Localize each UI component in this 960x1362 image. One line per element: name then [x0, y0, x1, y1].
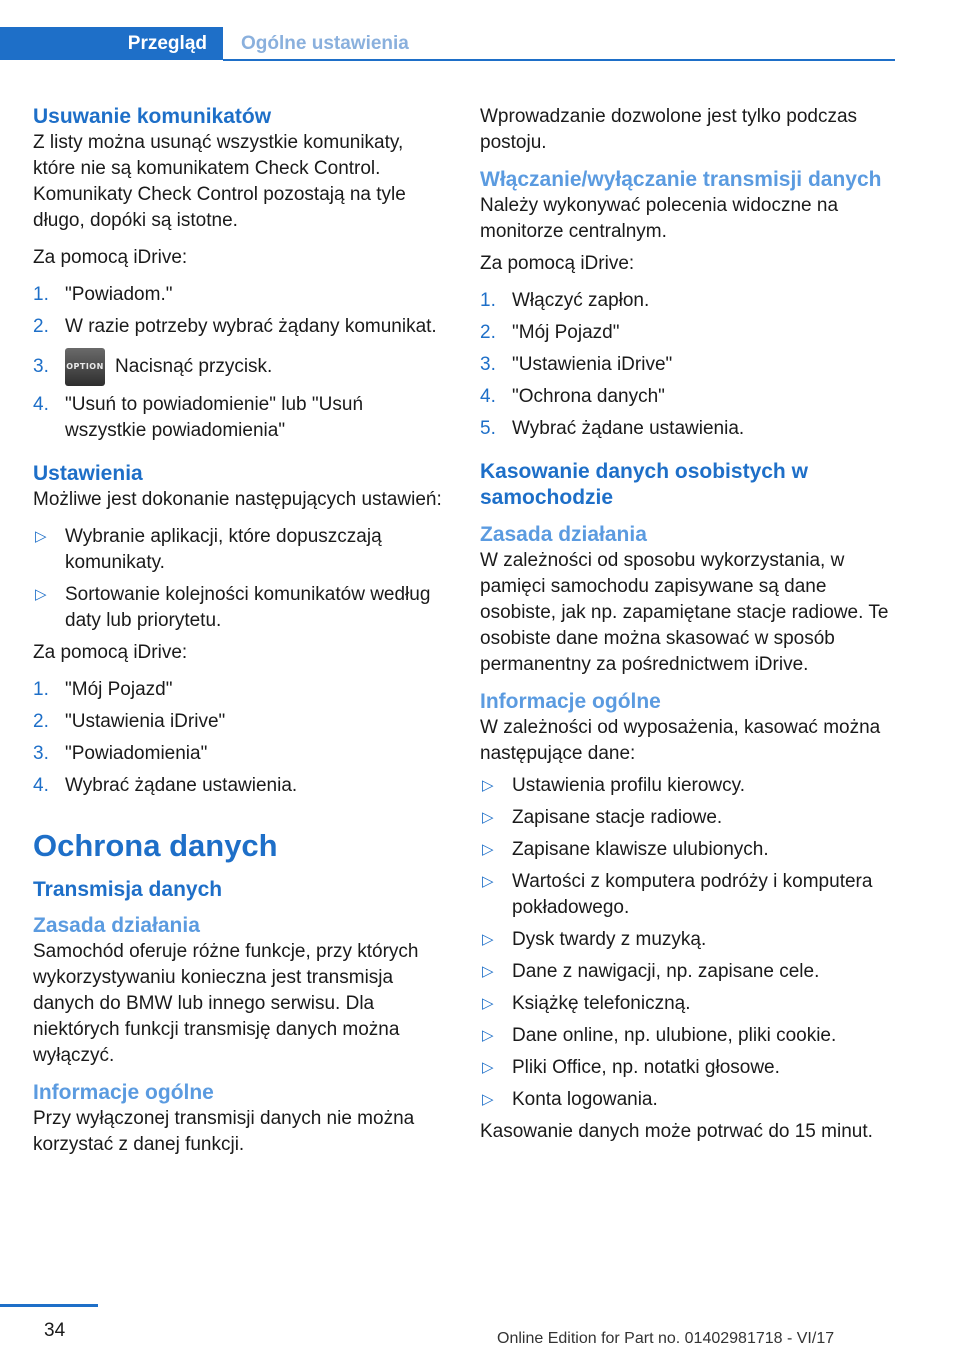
bullet-list-1	[33, 524, 447, 634]
heading-ustawienia: Ustawienia	[33, 462, 143, 485]
paragraph-intro: Wprowadzanie dozwolone jest tylko podczas postoju.	[480, 106, 858, 153]
header-tab-ogolne-ustawienia: Ogólne ustawienia	[241, 32, 409, 54]
triangle-bullet-icon: ▷	[482, 1027, 494, 1044]
triangle-bullet-icon: ▷	[482, 1091, 494, 1108]
paragraph-informacje-2: W zależności od wyposażenia, kasować można następujące dane:	[480, 717, 881, 764]
triangle-bullet-icon: ▷	[35, 586, 47, 603]
left-column	[33, 104, 447, 1158]
paragraph-informacje-1: Przy wyłączonej transmisji danych nie można korzystać z danej funkcji.	[33, 1108, 415, 1155]
triangle-bullet-icon: ▷	[482, 873, 494, 890]
list-item: 3. "Powiadomienia"	[33, 743, 208, 764]
list-item: ▷ Konta logowania.	[480, 1087, 894, 1113]
list-item: ▷ Zapisane stacje radiowe.	[480, 805, 894, 831]
header-tab-przeglad: Przegląd	[0, 27, 223, 60]
triangle-bullet-icon: ▷	[482, 1059, 494, 1076]
paragraph-wlaczanie: Należy wykonywać polecenia widoczne na monitorze centralnym.	[480, 195, 839, 242]
triangle-bullet-icon: ▷	[482, 809, 494, 826]
list-item: 2. "Ustawienia iDrive"	[33, 711, 226, 732]
footer-divider	[0, 1304, 98, 1307]
header-divider	[223, 59, 895, 61]
paragraph-za-pomoca-2: Za pomocą iDrive:	[33, 642, 188, 663]
paragraph-zasada-2: W zależności od sposobu wykorzystania, w pamięci samochodu zapisywane są dane osobiste, jak np. zapamiętane stacje radiowe. Te osobiste dane można skasować w sposób permanentny za pośrednictwem iDrive.	[480, 550, 889, 675]
list-item: 1. "Powiadom."	[33, 284, 173, 305]
list-item: ▷ Wartości z komputera podróży i komputera pokładowego.	[482, 871, 873, 918]
list-item: ▷ Dysk twardy z muzyką.	[480, 927, 894, 953]
list-item: 1. "Mój Pojazd"	[33, 679, 173, 700]
triangle-bullet-icon: ▷	[482, 841, 494, 858]
heading-informacje-ogolne-1: Informacje ogólne	[33, 1081, 214, 1104]
steps-list-3	[480, 288, 894, 442]
page-number: 34	[44, 1320, 66, 1341]
list-item: ▷ Wybranie aplikacji, które dopuszczają komunikaty.	[35, 526, 382, 573]
paragraph-kasowanie-czas: Kasowanie danych może potrwać do 15 minut.	[480, 1121, 873, 1142]
heading-kasowanie-danych: Kasowanie danych osobistych w samochodzie	[480, 460, 808, 509]
list-item: ▷ Dane online, np. ulubione, pliki cookie.	[480, 1023, 894, 1049]
page-header	[0, 27, 895, 60]
right-column	[480, 104, 894, 1145]
steps-list-1	[33, 282, 447, 444]
list-item: 5. Wybrać żądane ustawienia.	[480, 418, 745, 439]
list-item: 4. Wybrać żądane ustawienia.	[33, 775, 298, 796]
list-item: ▷ Ustawienia profilu kierowcy.	[480, 773, 894, 799]
triangle-bullet-icon: ▷	[482, 777, 494, 794]
heading-informacje-ogolne-2: Informacje ogólne	[480, 690, 661, 713]
triangle-bullet-icon: ▷	[482, 931, 494, 948]
triangle-bullet-icon: ▷	[35, 528, 47, 545]
list-item: 3. "Ustawienia iDrive"	[480, 354, 673, 375]
heading-wlaczanie-transmisji: Włączanie/wyłączanie transmisji danych	[480, 168, 882, 191]
list-item: ▷ Zapisane klawisze ulubionych.	[480, 837, 894, 863]
bullet-list-2	[480, 773, 894, 1113]
edition-note: Online Edition for Part no. 01402981718 - VI/17	[497, 1330, 835, 1347]
list-item: 4. "Usuń to powiadomienie" lub "Usuń wszystkie powiadomienia"	[33, 394, 364, 441]
heading-zasada-dzialania-1: Zasada działania	[33, 914, 200, 937]
paragraph-ustawienia: Możliwe jest dokonanie następujących ustawień:	[33, 489, 442, 510]
option-button-icon: OPTION	[65, 348, 105, 386]
paragraph-usuwanie: Z listy można usunąć wszystkie komunikaty, które nie są komunikatem Check Control. Komunikaty Check Control pozostają na tyle długo, dopóki są istotne.	[33, 132, 406, 231]
list-item: 1. Włączyć zapłon.	[480, 290, 650, 311]
steps-list-2	[33, 677, 447, 799]
paragraph-zasada-1: Samochód oferuje różne funkcje, przy których wykorzystywaniu konieczna jest transmisja danych do BMW lub innego serwisu. Dla niektórych funkcji transmisję danych można wyłączyć.	[33, 941, 419, 1066]
list-item: ▷ Sortowanie kolejności komunikatów według daty lub priorytetu.	[35, 584, 431, 631]
heading-zasada-dzialania-2: Zasada działania	[480, 523, 647, 546]
heading-ochrona-danych: Ochrona danych	[33, 828, 278, 863]
list-item: 2. "Mój Pojazd"	[480, 322, 620, 343]
heading-usuwanie-komunikatow: Usuwanie komunikatów	[33, 105, 272, 128]
list-item: ▷ Pliki Office, np. notatki głosowe.	[480, 1055, 894, 1081]
paragraph-za-pomoca-3: Za pomocą iDrive:	[480, 253, 635, 274]
paragraph-za-pomoca-1: Za pomocą iDrive:	[33, 247, 188, 268]
list-item: 3. OPTION Nacisnąć przycisk.	[33, 348, 447, 386]
list-item: ▷ Książkę telefoniczną.	[480, 991, 894, 1017]
list-item: 4. "Ochrona danych"	[480, 386, 665, 407]
triangle-bullet-icon: ▷	[482, 963, 494, 980]
list-item: ▷ Dane z nawigacji, np. zapisane cele.	[480, 959, 894, 985]
triangle-bullet-icon: ▷	[482, 995, 494, 1012]
list-item: 2. W razie potrzeby wybrać żądany komunikat.	[33, 316, 437, 337]
heading-transmisja-danych: Transmisja danych	[33, 878, 223, 901]
